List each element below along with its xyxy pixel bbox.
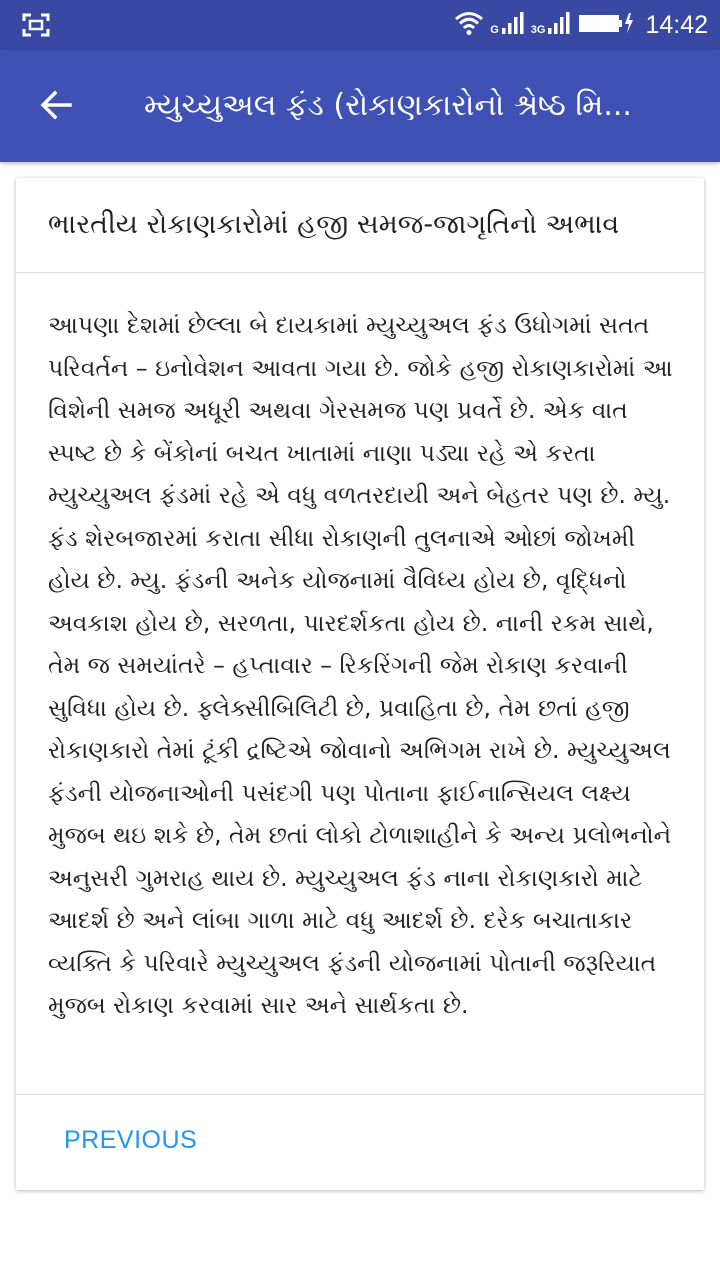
status-bar [0, 0, 720, 50]
previous-button[interactable]: PREVIOUS [64, 1125, 198, 1154]
back-button[interactable] [24, 80, 88, 134]
battery-charging-icon [577, 11, 635, 39]
article-card [16, 178, 704, 1190]
arrow-back-icon [38, 87, 74, 127]
network-type-1: G [490, 24, 499, 36]
article-title: ભારતીય રોકાણકારોમાં હજી સમજ-જાગૃતિનો અભાવ [48, 209, 620, 240]
article-body: આપણા દેશમાં છેલ્લા બે દાયકામાં મ્યુચ્યુઅલ ફંડ ઉધોગમાં સતત પરિવર્તન – ઇનોવેશન આવતા ગયા છે. જોકે હજી રોકાણકારોમાં આ વિશેની સમજ અધૂરી અથવા ગેરસમજ પણ પ્રવર્તે છે. એક વાત સ્પષ્ટ છે કે બેંકોનાં બચત ખાતામાં નાણા પડ્યા રહે એ કરતા મ્યુચ્યુઅલ ફંડમાં રહે એ વધુ વળતરદાયી અને બેહતર પણ છે. મ્યુ. ફંડ શેરબજારમાં કરાતા સીધા રોકાણની તુલનાએ ઓછાં જોખમી હોય છે. મ્યુ. ફંડની અનેક યોજનામાં વૈવિધ્ય હોય છે, વૃદ્ધિનો અવકાશ હોય છે, સરળતા, પારદર્શકતા હોય છે. નાની રકમ સાથે, તેમ જ સમયાંતરે – હપ્તાવાર – રિકરિંગની જેમ રોકાણ કરવાની સુવિધા હોય છે. ફ્લેક્સીબિલિટી છે, પ્રવાહિતા છે, તેમ છતાં હજી રોકાણકારો તેમાં ટૂંકી દ્રષ્ટિએ જોવાનો અભિગમ રાખે છે. મ્યુચ્યુઅલ ફંડની યોજનાઓની પસંદગી પણ પોતાના ફાઈનાન્સિયલ લક્ષ્ય મુજબ થઇ શકે છે, તેમ છતાં લોકો ટોળાશાહીને કે અન્ય પ્રલોભનોને અનુસરી ગુમરાહ થાય છે. મ્યુચ્યુઅલ ફંડ નાના રોકાણકારો માટે આદર્શ છે અને લાંબા ગાળા માટે વધુ આદર્શ છે. દરેક બચાતાકાર વ્યક્તિ કે પરિવારે મ્યુચ્યુઅલ ફંડની યોજનામાં પોતાની જરૂરિયાત મુજબ રોકાણ કરવામાં સાર અને સાર્થકતા છે. [48, 311, 673, 1019]
signal-icon [501, 11, 525, 39]
network-type-2: 3G [530, 24, 546, 36]
app-bar [0, 50, 720, 162]
divider [16, 1094, 704, 1095]
status-time: 14:42 [645, 10, 708, 39]
screenshot-icon [22, 12, 50, 38]
divider [16, 272, 704, 273]
signal-icon-2 [547, 11, 571, 39]
page-title: મ્યુચ્યુઅલ ફંડ (રોકાણકારોનો શ્રેષ્ઠ મિ... [144, 88, 632, 123]
wifi-icon [454, 10, 484, 40]
